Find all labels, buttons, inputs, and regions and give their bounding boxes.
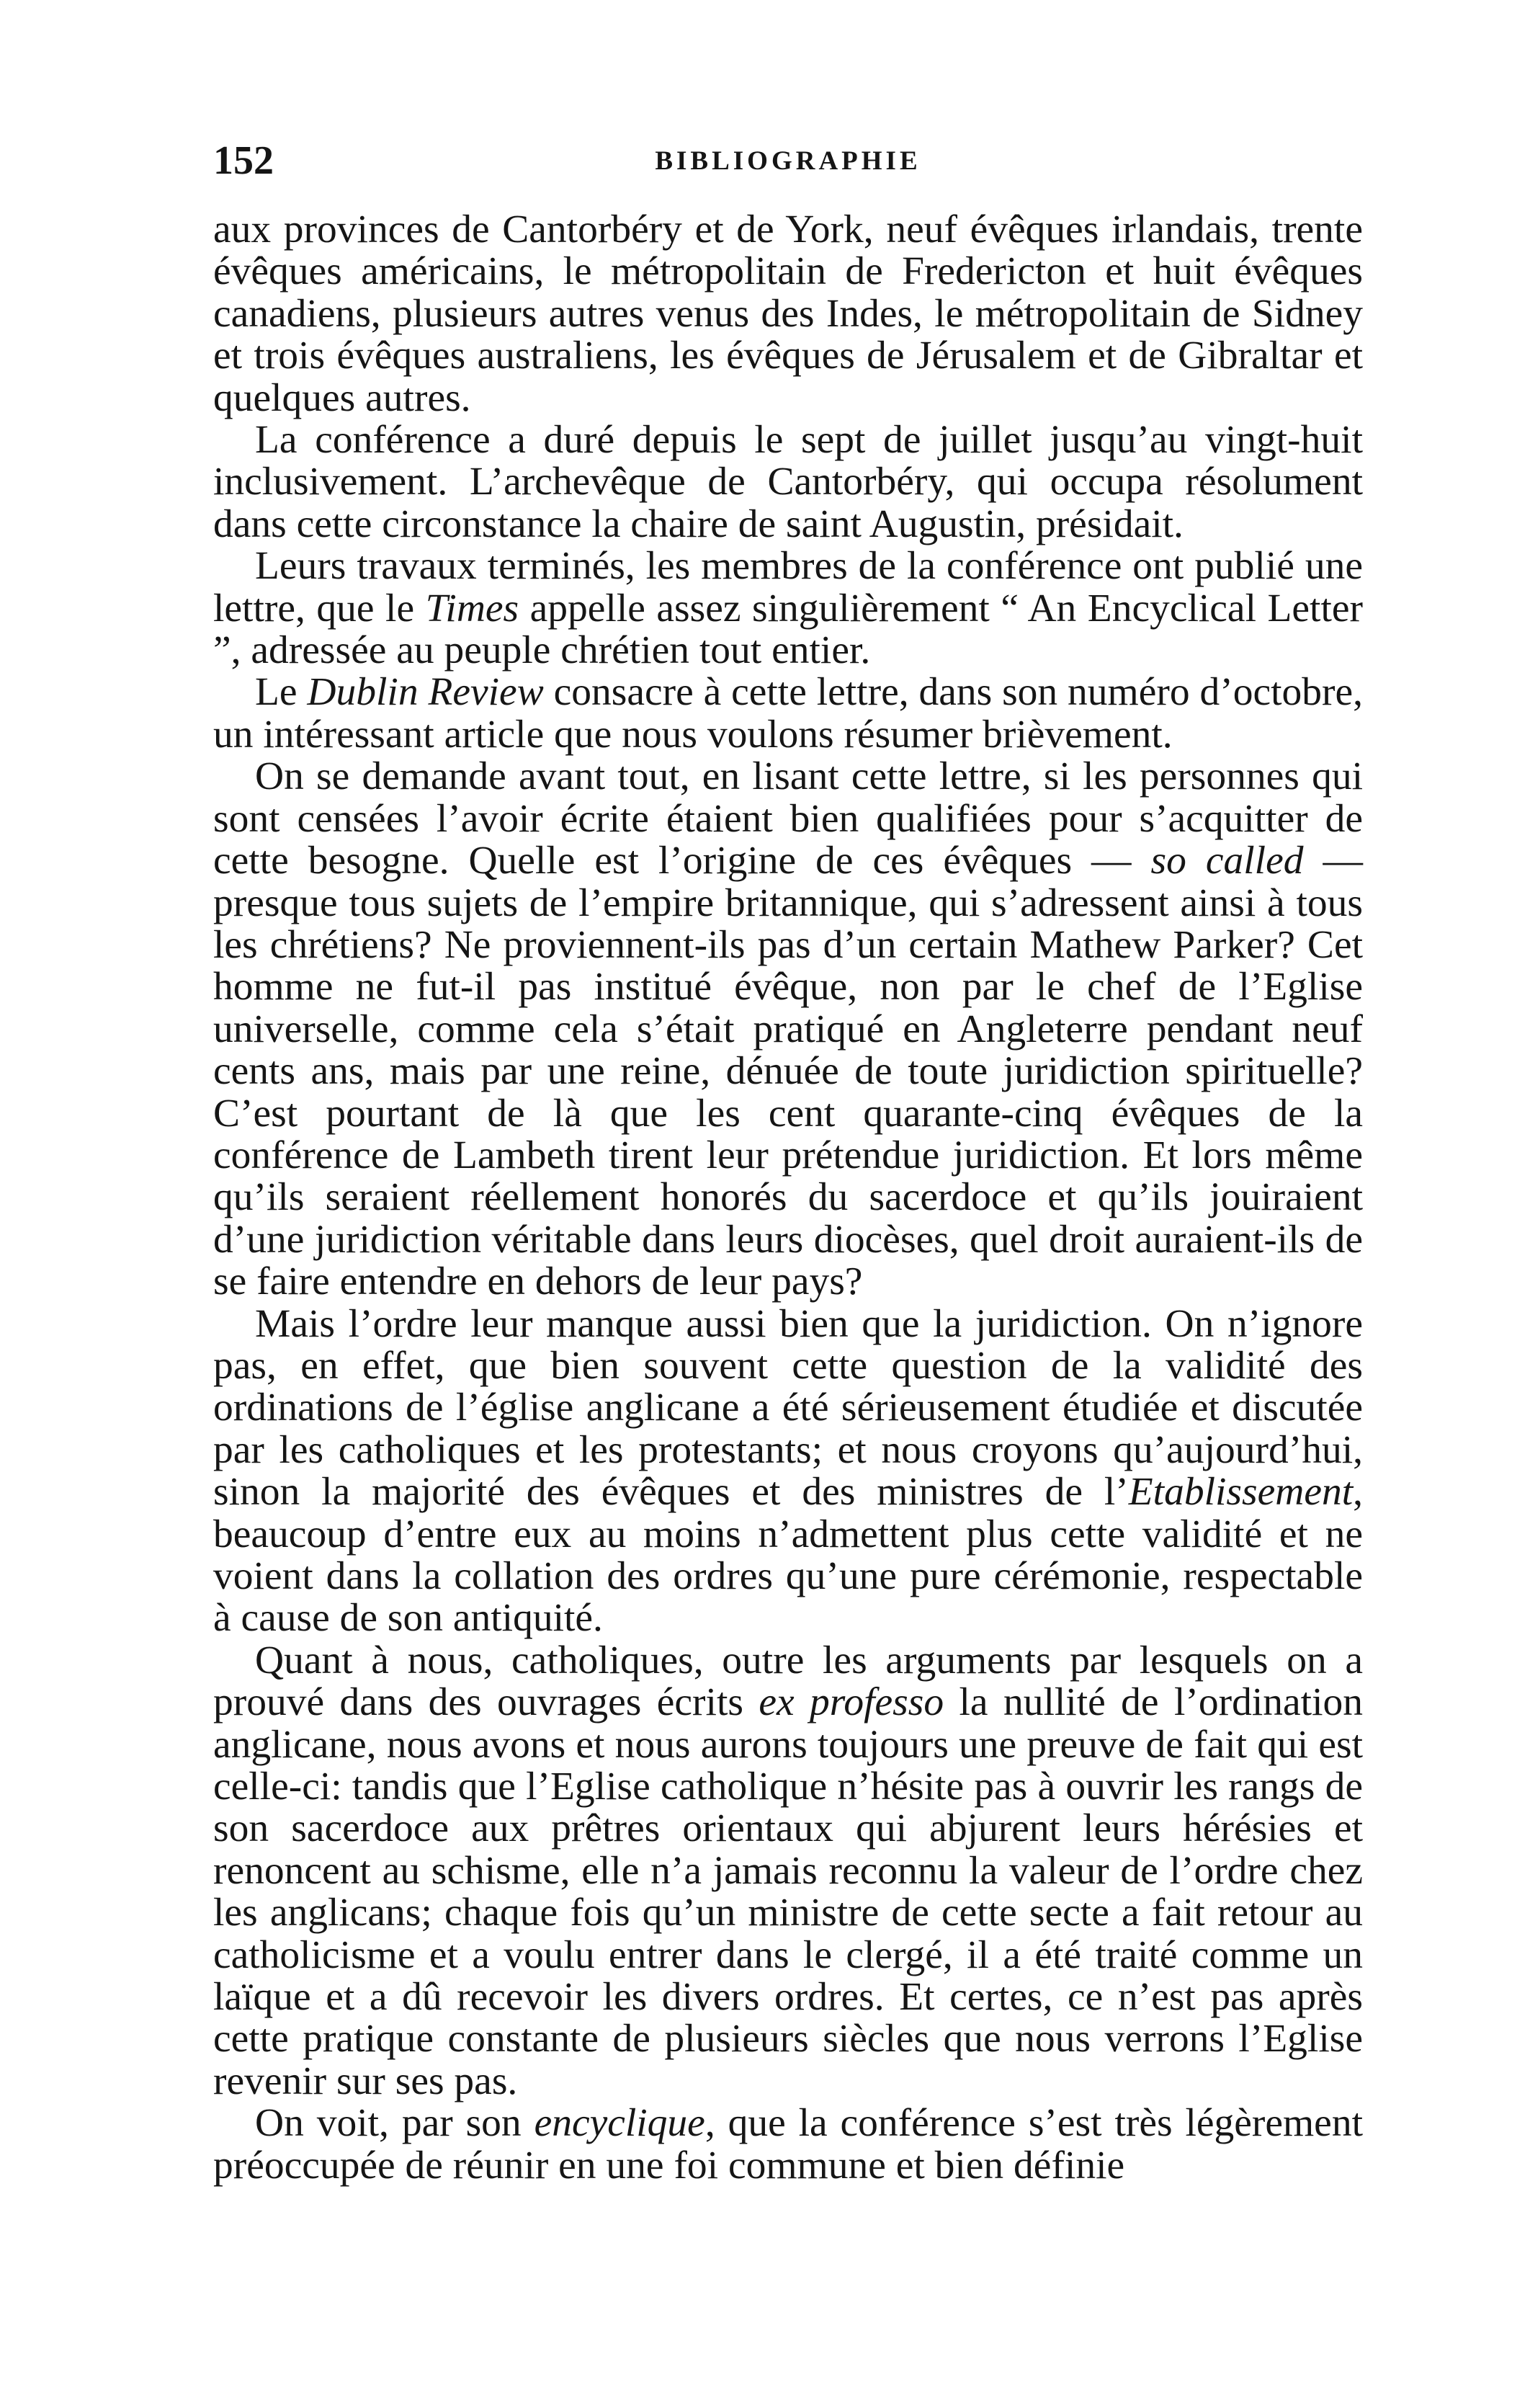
text-run: Quant à nous, catholiques, outre les arguments par lesquels on a prouvé dans des ouvrages écrits (213, 1638, 1363, 1725)
text-run: Leurs travaux terminés, les membres de la conférence ont publié une lettre, que le (213, 544, 1363, 630)
text-run: La conférence a duré depuis le sept de juillet jusqu’au vingt-huit inclusivement. L’archevêque de Cantorbéry, qui occupa résolument dans cette circonstance la chaire de saint Augustin, présidait. (213, 418, 1363, 546)
page-header (213, 135, 1363, 186)
paragraph (213, 672, 1363, 756)
paragraph (213, 1640, 1363, 2102)
paragraph (213, 2102, 1363, 2187)
italic-text: Dublin Review (307, 670, 544, 715)
italic-text: Times (425, 586, 519, 630)
text-run: appelle assez singulièrement “ An Encyclical Letter ”, adressée au peuple chrétien tout entier. (213, 586, 1363, 673)
italic-text: encyclique (534, 2101, 705, 2146)
text-run: — presque tous sujets de l’empire britannique, qui s’adressent ainsi à tous les chrétiens? Ne proviennent-ils pas d’un certain Mathew Parker? Cet homme ne fut-il pas institué évêque, non par le chef de l’Eglise universelle, comme cela s’était pratiqué en Angleterre pendant neuf cents ans, mais par une reine, dénuée de toute juridiction spirituelle? C’est pourtant de là que les cent quarante-cinq évêques de la conférence de Lambeth tirent leur prétendue juridiction. Et lors même qu’ils seraient réellement honorés du sacerdoce et qu’ils jouiraient d’une juridiction véritable dans leurs diocèses, quel droit auraient-ils de se faire entendre en dehors de leur pays? (213, 839, 1363, 1304)
paragraph (213, 419, 1363, 545)
text-run: Mais l’ordre leur manque aussi bien que la juridiction. On n’ignore pas, en effet, que bien souvent cette question de la validité des ordinations de l’église anglicane a été sérieusement étudiée et discutée par les catholiques et les protestants; et nous croyons qu’aujourd’hui, sinon la majorité des évêques et des ministres de l’ (213, 1301, 1363, 1515)
running-head: BIBLIOGRAPHIE (655, 146, 921, 176)
italic-text: so called (1150, 839, 1304, 883)
text-run: On voit, par son (255, 2101, 534, 2146)
paragraph (213, 209, 1363, 419)
text-run: consacre à cette lettre, dans son numéro d’octobre, un intéressant article que nous voulons résumer brièvement. (213, 670, 1363, 757)
italic-text: Etablissement (1128, 1470, 1354, 1515)
italic-text: ex professo (759, 1680, 944, 1725)
text-run: Le (255, 670, 308, 715)
text-run: aux provinces de Cantorbéry et de York, neuf évêques irlandais, trente évêques américains, le métropolitain de Fredericton et huit évêques canadiens, plusieurs autres venus des Indes, le métropolitain de Sidney et trois évêques australiens, les évêques de Jérusalem et de Gibraltar et quelques autres. (213, 208, 1363, 420)
text-run: , que la conférence s’est très légèrement préoccupée de réunir en une foi commune et bien définie (213, 2101, 1363, 2188)
body-text (213, 209, 1363, 2187)
text-run: , beaucoup d’entre eux au moins n’admettent plus cette validité et ne voient dans la collation des ordres qu’une pure cérémonie, respectable à cause de son antiquité. (213, 1470, 1363, 1641)
paragraph (213, 545, 1363, 672)
text-run: On se demande avant tout, en lisant cette lettre, si les personnes qui sont censées l’avoir écrite étaient bien qualifiées pour s’acquitter de cette besogne. Quelle est l’origine de ces évêques — (213, 754, 1363, 883)
paragraph (213, 756, 1363, 1303)
text-run: la nullité de l’ordination anglicane, nous avons et nous aurons toujours une preuve de fait qui est celle-ci: tandis que l’Eglise catholique n’hésite pas à ouvrir les rangs de son sacerdoce aux prêtres orientaux qui abjurent leurs hérésies et renoncent au schisme, elle n’a jamais reconnu la valeur de l’ordre chez les anglicans; chaque fois qu’un ministre de cette secte a fait retour au catholicisme et a voulu entrer dans le clergé, il a été traité comme un laïque et a dû recevoir les divers ordres. Et certes, ce n’est pas après cette pratique constante de plusieurs siècles que nous verrons l’Eglise revenir sur ses pas. (213, 1680, 1363, 2103)
page-number: 152 (213, 138, 274, 183)
paragraph (213, 1303, 1363, 1640)
